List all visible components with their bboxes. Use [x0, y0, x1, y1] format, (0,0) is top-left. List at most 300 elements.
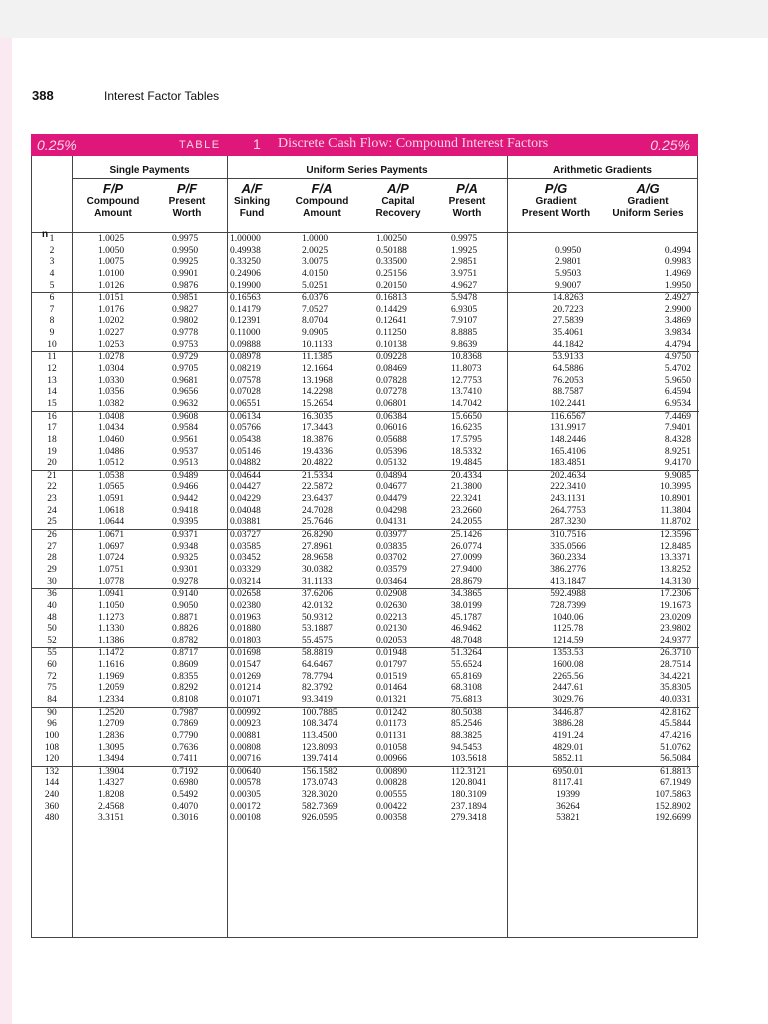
table-row	[32, 506, 699, 518]
table-title: Discrete Cash Flow: Compound Interest Factors	[278, 136, 549, 151]
fp-value: 1.0618	[98, 505, 125, 516]
fa-value: 5.0251	[302, 280, 329, 291]
fp-value: 1.0671	[98, 530, 125, 541]
pf-value: 0.7636	[172, 742, 199, 753]
ap-value: 0.00966	[376, 754, 407, 765]
column-code: F/A	[311, 181, 333, 196]
af-value: 0.01071	[230, 694, 261, 705]
table-row	[32, 399, 699, 411]
ap-value: 0.03702	[376, 553, 407, 564]
ap-value: 0.00422	[376, 801, 407, 812]
af-value: 0.00881	[230, 730, 261, 741]
ap-value: 0.05688	[376, 434, 407, 445]
fa-value: 582.7369	[302, 801, 338, 812]
table-row	[32, 790, 699, 802]
pg-value: 1125.78	[552, 624, 584, 635]
af-value: 0.00172	[230, 801, 261, 812]
ap-value: 0.04479	[376, 494, 407, 505]
ag-value: 67.1949	[660, 778, 691, 789]
fp-value: 1.0408	[98, 411, 125, 422]
pf-value: 0.7790	[172, 730, 199, 741]
table-row	[32, 813, 699, 825]
table-row	[32, 292, 699, 305]
period-n: 480	[44, 813, 60, 824]
period-n: 24	[47, 505, 57, 516]
pf-value: 0.9348	[172, 541, 199, 552]
pf-value: 0.9584	[172, 423, 199, 434]
fa-value: 25.7646	[302, 517, 333, 528]
pf-value: 0.9395	[172, 517, 199, 528]
pf-value: 0.9140	[172, 589, 199, 600]
table-row	[32, 647, 699, 660]
pa-value: 80.5038	[451, 707, 482, 718]
pg-value: 1214.59	[552, 635, 584, 646]
table-row	[32, 683, 699, 695]
pa-value: 0.9975	[451, 234, 478, 244]
ap-value: 0.05132	[376, 458, 407, 469]
column-title-line: Compound	[86, 196, 140, 207]
pg-value: 35.4061	[552, 328, 584, 339]
period-n: 36	[47, 589, 57, 600]
ap-value: 0.12641	[376, 316, 407, 327]
ap-value: 0.08469	[376, 364, 407, 375]
table-row	[32, 458, 699, 470]
af-value: 0.04048	[230, 505, 261, 516]
column-title-line: Uniform Series	[612, 208, 684, 219]
pa-value: 19.4845	[451, 458, 482, 469]
pg-value: 3446.87	[552, 707, 584, 718]
pf-value: 0.8108	[172, 694, 199, 705]
fa-value: 58.8819	[302, 648, 333, 659]
pa-value: 75.6813	[451, 694, 482, 705]
ag-value: 40.0331	[660, 694, 691, 705]
pa-value: 34.3865	[451, 589, 482, 600]
column-header-pa	[436, 183, 498, 220]
af-value: 0.00923	[230, 719, 261, 730]
af-value: 0.00108	[230, 813, 261, 824]
af-value: 0.00305	[230, 790, 261, 801]
ag-value: 61.8813	[660, 766, 691, 777]
ag-value: 11.3804	[660, 505, 691, 516]
running-head: Interest Factor Tables	[104, 89, 220, 103]
pa-value: 112.3121	[451, 766, 487, 777]
pg-value: 64.5886	[552, 364, 584, 375]
pa-value: 180.3109	[451, 790, 487, 801]
ap-value: 0.16813	[376, 293, 407, 304]
ag-value: 7.9401	[664, 423, 691, 434]
column-code: A/F	[241, 181, 263, 196]
pg-value: 310.7516	[550, 530, 586, 541]
interest-factor-table	[31, 156, 698, 938]
pa-value: 20.4334	[451, 470, 482, 481]
column-title-line: Compound	[295, 196, 349, 207]
pg-value: 1600.08	[552, 660, 584, 671]
af-value: 0.05438	[230, 434, 261, 445]
pf-value: 0.5492	[172, 790, 199, 801]
column-title-line: Gradient	[535, 196, 577, 207]
pf-value: 0.9802	[172, 316, 199, 327]
fp-value: 1.0075	[98, 257, 125, 268]
fp-value: 1.0176	[98, 304, 125, 315]
af-value: 0.11000	[230, 328, 261, 339]
period-n: 14	[47, 387, 57, 398]
table-row	[32, 707, 699, 720]
pg-value: 76.2053	[552, 375, 584, 386]
ag-value: 4.4794	[664, 339, 691, 350]
ap-value: 0.01321	[376, 694, 407, 705]
fp-value: 1.1472	[98, 648, 125, 659]
pg-value: 202.4634	[550, 470, 586, 481]
ap-value: 0.33500	[376, 257, 407, 268]
fp-value: 1.2059	[98, 683, 125, 694]
pg-value: 2447.61	[552, 683, 584, 694]
column-code: P/G	[544, 181, 568, 196]
ag-value: 24.9377	[660, 635, 691, 646]
table-row	[32, 553, 699, 565]
fa-value: 64.6467	[302, 660, 333, 671]
fa-value: 9.0905	[302, 328, 329, 339]
ap-value: 1.00250	[376, 234, 407, 244]
pg-value: 9.9007	[554, 280, 582, 291]
ag-value: 12.3596	[660, 530, 691, 541]
fp-value: 1.0697	[98, 541, 125, 552]
fa-value: 24.7028	[302, 505, 333, 516]
fa-value: 31.1133	[302, 576, 333, 587]
pf-value: 0.7869	[172, 719, 199, 730]
pf-value: 0.9608	[172, 411, 199, 422]
page-edge-strip	[0, 38, 12, 1024]
pg-value: 19399	[556, 790, 580, 801]
af-value: 0.24906	[230, 268, 261, 279]
column-header-pg	[507, 183, 605, 220]
period-n: 75	[47, 683, 57, 694]
column-code: P/A	[456, 181, 478, 196]
fa-value: 123.8093	[302, 742, 338, 753]
pa-value: 48.7048	[451, 635, 482, 646]
rate-label-left: 0.25%	[37, 137, 77, 153]
column-title-line: Fund	[239, 208, 265, 219]
ap-value: 0.14429	[376, 304, 407, 315]
pf-value: 0.9705	[172, 364, 199, 375]
pf-value: 0.9778	[172, 328, 199, 339]
ag-value: 1.4969	[664, 268, 691, 279]
pa-value: 22.3241	[451, 494, 482, 505]
column-title-line: Sinking	[233, 196, 271, 207]
fp-value: 2.4568	[98, 801, 125, 812]
table-row	[32, 246, 699, 258]
pf-value: 0.9656	[172, 387, 199, 398]
period-n: 21	[47, 470, 57, 481]
fa-value: 30.0382	[302, 564, 333, 575]
ap-value: 0.02908	[376, 589, 407, 600]
table-row	[32, 577, 699, 589]
pf-value: 0.9278	[172, 576, 199, 587]
af-value: 0.03452	[230, 553, 261, 564]
pg-value: 3886.28	[552, 719, 584, 730]
table-body	[32, 234, 699, 825]
pa-value: 15.6650	[451, 411, 482, 422]
header-bottom-rule	[32, 232, 698, 233]
pf-value: 0.8609	[172, 660, 199, 671]
af-value: 0.01803	[230, 635, 261, 646]
fa-value: 926.0595	[302, 813, 338, 824]
fp-value: 1.0278	[98, 352, 125, 363]
period-n: 25	[47, 517, 57, 528]
pa-value: 85.2546	[451, 719, 482, 730]
af-value: 0.12391	[230, 316, 261, 327]
table-row	[32, 340, 699, 352]
pf-value: 0.9561	[172, 434, 199, 445]
table-row	[32, 517, 699, 529]
fp-value: 1.0724	[98, 553, 125, 564]
table-row	[32, 588, 699, 601]
af-value: 0.00808	[230, 742, 261, 753]
ap-value: 0.05396	[376, 446, 407, 457]
ap-value: 0.00890	[376, 766, 407, 777]
pa-value: 2.9851	[451, 257, 478, 268]
fa-value: 42.0132	[302, 600, 333, 611]
ag-value: 5.4702	[664, 364, 691, 375]
pa-value: 88.3825	[451, 730, 482, 741]
table-label: TABLE	[179, 139, 221, 151]
column-title-line: Worth	[452, 208, 482, 219]
fp-value: 1.0434	[98, 423, 125, 434]
ag-value: 42.8162	[660, 707, 691, 718]
af-value: 0.04882	[230, 458, 261, 469]
table-row	[32, 328, 699, 340]
pg-value: 264.7753	[550, 505, 586, 516]
pa-value: 16.6235	[451, 423, 482, 434]
fp-value: 1.2836	[98, 730, 125, 741]
fa-value: 55.4575	[302, 635, 333, 646]
pf-value: 0.9418	[172, 505, 199, 516]
fp-value: 1.1050	[98, 600, 125, 611]
ag-value: 2.4927	[664, 293, 691, 304]
af-value: 0.02658	[230, 589, 261, 600]
af-value: 0.01214	[230, 683, 261, 694]
table-row	[32, 636, 699, 648]
af-value: 0.05146	[230, 446, 261, 457]
ag-value: 3.9834	[664, 328, 691, 339]
af-value: 0.00992	[230, 707, 261, 718]
fa-value: 3.0075	[302, 257, 329, 268]
period-n: 9	[49, 328, 55, 339]
ap-value: 0.20150	[376, 280, 407, 291]
pa-value: 237.1894	[451, 801, 487, 812]
ap-value: 0.03977	[376, 530, 407, 541]
column-title-line: Worth	[172, 208, 202, 219]
fa-value: 82.3792	[302, 683, 333, 694]
pf-value: 0.3016	[172, 813, 199, 824]
pf-value: 0.9753	[172, 339, 199, 350]
ap-value: 0.04298	[376, 505, 407, 516]
pf-value: 0.8782	[172, 635, 199, 646]
column-title-line: Present	[168, 196, 206, 207]
ap-value: 0.01242	[376, 707, 407, 718]
table-row	[32, 387, 699, 399]
fa-value: 156.1582	[302, 766, 338, 777]
fa-value: 21.5334	[302, 470, 333, 481]
ap-value: 0.04677	[376, 482, 407, 493]
fa-value: 78.7794	[302, 671, 333, 682]
pf-value: 0.9950	[172, 245, 199, 256]
pf-value: 0.9325	[172, 553, 199, 564]
page-number: 388	[32, 88, 54, 103]
af-value: 0.05766	[230, 423, 261, 434]
fp-value: 1.3095	[98, 742, 125, 753]
fa-value: 26.8290	[302, 530, 333, 541]
pf-value: 0.7411	[172, 754, 198, 765]
period-n: 30	[47, 576, 57, 587]
pg-value: 36264	[556, 801, 580, 812]
ap-value: 0.03464	[376, 576, 407, 587]
table-row	[32, 660, 699, 672]
af-value: 0.09888	[230, 339, 261, 350]
pg-value: 243.1131	[550, 494, 586, 505]
af-value: 0.03585	[230, 541, 261, 552]
pg-value: 0.9950	[554, 245, 582, 256]
fa-value: 50.9312	[302, 612, 333, 623]
ap-value: 0.07278	[376, 387, 407, 398]
period-n: 18	[47, 434, 57, 445]
period-n: 144	[44, 778, 60, 789]
fa-value: 19.4336	[302, 446, 333, 457]
pa-value: 5.9478	[451, 293, 478, 304]
pf-value: 0.9050	[172, 600, 199, 611]
fp-value: 1.1273	[98, 612, 125, 623]
group-arithmetic-gradients: Arithmetic Gradients	[553, 165, 652, 176]
ap-value: 0.25156	[376, 268, 407, 279]
pg-value: 2.9801	[554, 257, 582, 268]
ap-value: 0.02213	[376, 612, 407, 623]
af-value: 0.04644	[230, 470, 261, 481]
pa-value: 8.8885	[451, 328, 478, 339]
period-n: 48	[47, 612, 57, 623]
pg-value: 53.9133	[552, 352, 584, 363]
column-header-fp	[77, 183, 149, 220]
period-n: 50	[47, 624, 57, 635]
pf-value: 0.7987	[172, 707, 199, 718]
ag-value: 14.3130	[660, 576, 691, 587]
pf-value: 0.4070	[172, 801, 199, 812]
af-value: 0.08978	[230, 352, 261, 363]
pg-value: 8117.41	[552, 778, 584, 789]
af-value: 0.01547	[230, 660, 261, 671]
ap-value: 0.02630	[376, 600, 407, 611]
ag-value: 8.9251	[664, 446, 691, 457]
fp-value: 1.0227	[98, 328, 125, 339]
af-value: 0.01963	[230, 612, 261, 623]
period-n: 5	[49, 280, 55, 291]
ap-value: 0.10138	[376, 339, 407, 350]
pa-value: 26.0774	[451, 541, 482, 552]
group-uniform-series: Uniform Series Payments	[306, 165, 428, 176]
ag-value: 56.5084	[660, 754, 691, 765]
fp-value: 1.0778	[98, 576, 125, 587]
period-n: 11	[47, 352, 57, 363]
ap-value: 0.07828	[376, 375, 407, 386]
period-n: 240	[44, 790, 60, 801]
pg-value: 222.3410	[550, 482, 586, 493]
period-n: 26	[47, 530, 57, 541]
period-n: 10	[47, 339, 57, 350]
pa-value: 9.8639	[451, 339, 478, 350]
af-value: 1.00000	[230, 234, 261, 244]
pf-value: 0.9632	[172, 398, 199, 409]
af-value: 0.01698	[230, 648, 261, 659]
fp-value: 1.0538	[98, 470, 125, 481]
ag-value: 12.8485	[660, 541, 691, 552]
af-value: 0.04427	[230, 482, 261, 493]
af-value: 0.07028	[230, 387, 261, 398]
period-n: 17	[47, 423, 57, 434]
fp-value: 1.0591	[98, 494, 125, 505]
pg-value: 14.8263	[552, 293, 584, 304]
table-row	[32, 766, 699, 779]
period-n: 84	[47, 694, 57, 705]
column-title-line: Recovery	[375, 208, 421, 219]
pf-value: 0.9851	[172, 293, 199, 304]
ap-value: 0.01797	[376, 660, 407, 671]
pg-value: 5.9503	[554, 268, 582, 279]
pa-value: 23.2660	[451, 505, 482, 516]
ag-value: 192.6699	[655, 813, 691, 824]
ap-value: 0.01058	[376, 742, 407, 753]
period-n: 2	[49, 245, 55, 256]
column-header-ap	[365, 183, 431, 220]
ag-value: 9.4170	[664, 458, 691, 469]
pg-value: 183.4851	[550, 458, 586, 469]
table-row	[32, 305, 699, 317]
fa-value: 18.3876	[302, 434, 333, 445]
pa-value: 17.5795	[451, 434, 482, 445]
pa-value: 28.8679	[451, 576, 482, 587]
fp-value: 1.0644	[98, 517, 125, 528]
pa-value: 11.8073	[451, 364, 482, 375]
af-value: 0.16563	[230, 293, 261, 304]
pf-value: 0.8826	[172, 624, 199, 635]
fp-value: 1.1969	[98, 671, 125, 682]
pa-value: 4.9627	[451, 280, 478, 291]
af-value: 0.33250	[230, 257, 261, 268]
ap-value: 0.09228	[376, 352, 407, 363]
fa-value: 17.3443	[302, 423, 333, 434]
fp-value: 1.0304	[98, 364, 125, 375]
pa-value: 279.3418	[451, 813, 487, 824]
pa-value: 7.9107	[451, 316, 478, 327]
period-n: 52	[47, 635, 57, 646]
ag-value: 9.9085	[664, 470, 691, 481]
column-title-line: Gradient	[627, 196, 669, 207]
group-single-payments: Single Payments	[109, 165, 190, 176]
column-header-n: n	[42, 229, 49, 240]
ap-value: 0.02053	[376, 635, 407, 646]
fp-value: 1.2520	[98, 707, 125, 718]
ag-value: 35.8305	[660, 683, 691, 694]
period-n: 15	[47, 398, 57, 409]
fp-value: 1.0565	[98, 482, 125, 493]
column-title-line: Amount	[303, 208, 341, 219]
period-n: 27	[47, 541, 57, 552]
ag-value: 6.9534	[664, 398, 691, 409]
table-row	[32, 542, 699, 554]
ap-value: 0.01464	[376, 683, 407, 694]
ag-value: 13.3371	[660, 553, 691, 564]
pf-value: 0.9925	[172, 257, 199, 268]
pa-value: 14.7042	[451, 398, 482, 409]
table-row	[32, 719, 699, 731]
column-title-line: Present	[448, 196, 486, 207]
